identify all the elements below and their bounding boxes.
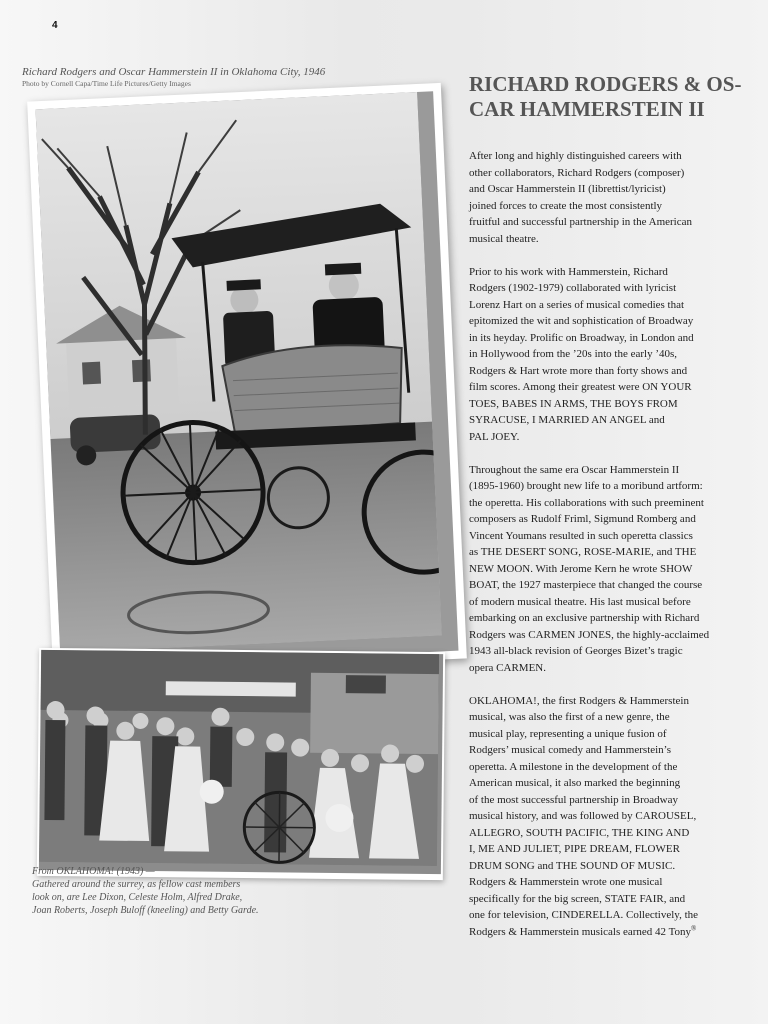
text-line: Rodgers & Hammerstein wrote one musical — [469, 876, 663, 888]
text-line: BOAT, the 1927 masterpiece that changed the course — [469, 579, 703, 591]
text-line: musical theatre. — [469, 232, 539, 245]
paragraph-intro — [469, 148, 759, 247]
article-title — [469, 72, 754, 122]
text-line: Prior to his work with Hammerstein, Richard — [469, 265, 668, 278]
text-line: specifically for the big screen, STATE FAIR, and — [469, 892, 686, 905]
text-line: Rodgers & Hammerstein musicals earned 42 Tony® — [469, 923, 697, 938]
text-line: in its heyday. Prolific on Broadway, in London and — [469, 331, 694, 344]
text-line: (1895-1960) brought new life to a moribund artform: — [469, 480, 703, 492]
text-line: musical play, representing a unique fusion of — [469, 727, 667, 740]
text-line: Throughout the same era Oscar Hammerstein II — [469, 463, 680, 476]
photo1-caption-block — [22, 66, 342, 89]
text-line: one for television, CINDERELLA. Collectively, the — [469, 909, 699, 921]
photo2-caption-line: Joan Roberts, Joseph Buloff (kneeling) and Betty Garde. — [32, 905, 259, 916]
text-line: Rodgers was CARMEN JONES, the highly-acclaimed — [469, 628, 710, 641]
text-line: ALLEGRO, SOUTH PACIFIC, THE KING AND — [469, 826, 690, 839]
text-line: NEW MOON. With Jerome Kern he wrote SHOW — [469, 562, 693, 575]
text-line: epitomized the wit and sophistication of Broadway — [469, 315, 694, 327]
text-line: SYRACUSE, I MARRIED AN ANGEL and — [469, 414, 665, 426]
article-title-line: CAR HAMMERSTEIN II — [469, 97, 705, 121]
text-line: as THE DESERT SONG, ROSE-MARIE, and THE — [469, 546, 697, 558]
text-line: opera CARMEN. — [469, 661, 546, 674]
oklahoma-cast-illustration — [39, 650, 439, 866]
text-line: embarking on an exclusive partnership with Richard — [469, 612, 700, 624]
photo2-caption — [32, 865, 302, 917]
photo-rodgers-hammerstein-surrey — [27, 83, 467, 677]
text-line: in Hollywood from the ’20s into the early ’40s, — [469, 348, 678, 360]
text-line: PAL JOEY. — [469, 430, 520, 443]
text-line: of modern musical theatre. His last musical before — [469, 595, 691, 608]
text-line: joined forces to create the most consistently — [469, 199, 663, 212]
text-line: other collaborators, Richard Rodgers (composer) — [469, 166, 685, 179]
text-line: of the most successful partnership in Broadway — [469, 793, 678, 806]
text-line: fruitful and successful partnership in the American — [469, 216, 692, 228]
text-line: I, ME AND JULIET, PIPE DREAM, FLOWER — [469, 843, 680, 855]
photo1-caption: Richard Rodgers and Oscar Hammerstein II in Oklahoma City, 1946 — [22, 66, 326, 78]
text-line: Rodgers’ musical comedy and Hammerstein’s — [469, 744, 672, 756]
text-line: After long and highly distinguished careers with — [469, 150, 682, 162]
text-line: OKLAHOMA!, the first Rodgers & Hammerstein — [469, 694, 689, 707]
surrey-photo-illustration — [36, 92, 442, 653]
text-line: operetta. A milestone in the development of the — [469, 760, 678, 773]
text-line: and Oscar Hammerstein II (librettist/lyricist) — [469, 183, 666, 195]
article-title-line: RICHARD RODGERS & OS- — [469, 72, 742, 96]
text-line: musical, was also the first of a new genre, the — [469, 711, 670, 723]
photo2-caption-line: Gathered around the surrey, as fellow cast members — [32, 879, 241, 890]
paragraph-hammerstein — [469, 462, 759, 677]
article-body — [469, 148, 759, 957]
text-line: TOES, BABES IN ARMS, THE BOYS FROM — [469, 397, 678, 410]
text-line: Rodgers & Hart wrote more than forty shows and — [469, 364, 688, 377]
photo2-caption-line: look on, are Lee Dixon, Celeste Holm, Alfred Drake, — [32, 892, 243, 903]
text-line: Lorenz Hart on a series of musical comedies that — [469, 298, 685, 311]
text-line: Rodgers (1902-1979) collaborated with lyricist — [469, 282, 677, 294]
text-line: musical history, and was followed by CAROUSEL, — [469, 810, 697, 822]
text-line: American musical, it also marked the beginning — [469, 777, 681, 789]
photo2-caption-line: From OKLAHOMA! (1943) — — [32, 866, 155, 877]
photo-oklahoma-cast — [37, 648, 445, 880]
photo1-credit: Photo by Cornell Capa/Time Life Pictures/Getty Images — [22, 79, 191, 88]
text-line: film scores. Among their greatest were ON YOUR — [469, 381, 692, 393]
paragraph-oklahoma — [469, 693, 759, 941]
text-line: the operetta. His collaborations with such preeminent — [469, 496, 704, 509]
text-line: DRUM SONG and THE SOUND OF MUSIC. — [469, 859, 676, 872]
paragraph-rodgers — [469, 264, 759, 446]
trademark-symbol: ® — [691, 923, 697, 932]
text-line: composers as Rudolf Friml, Sigmund Romberg and — [469, 513, 696, 525]
page-number: 4 — [52, 20, 58, 31]
text-line: Vincent Youmans resulted in such operetta classics — [469, 529, 693, 542]
text-line: 1943 all-black revision of Georges Bizet’s tragic — [469, 645, 683, 657]
